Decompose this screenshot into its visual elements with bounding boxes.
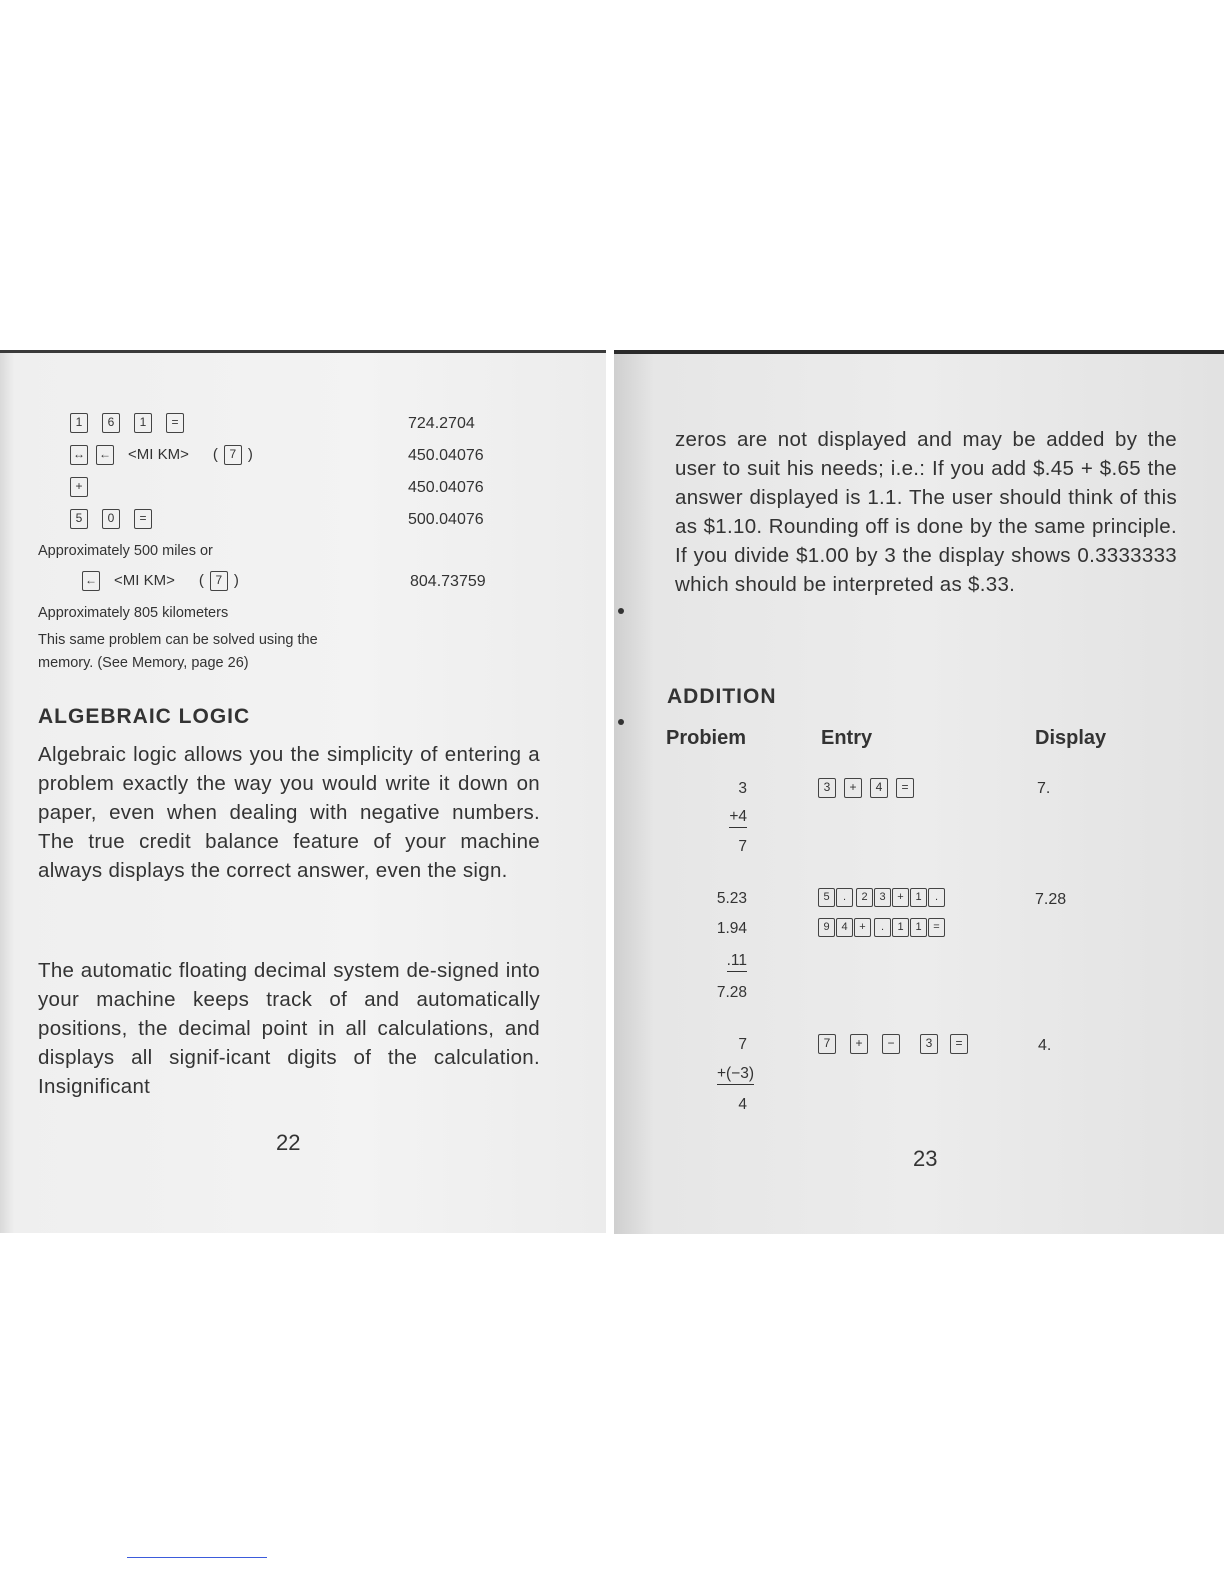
problem-line: 3 (738, 780, 747, 797)
key-backspace-icon: ← (82, 571, 100, 591)
key-minus: − (882, 1034, 900, 1054)
note-memory-line-1: This same problem can be solved using the (38, 632, 318, 648)
key-decimal: . (928, 888, 945, 907)
page-number: 22 (276, 1130, 301, 1155)
key-backspace-icon: ← (96, 445, 114, 465)
problem-line: +4 (667, 808, 747, 826)
section-heading-algebraic-logic: ALGEBRAIC LOGIC (38, 705, 251, 728)
column-header-entry: Entry (821, 727, 873, 749)
key-3: 3 (920, 1034, 938, 1054)
binding-hole-mark (618, 608, 624, 614)
key-5: 5 (818, 888, 835, 907)
problem-line: 5.23 (716, 890, 747, 907)
paragraph-floating-decimal: The automatic floating decimal system de-signed into your machine keeps track of and automatically positions, the decimal point in all calculations, and displays all signif-icant digits of the calculation. Insignificant (38, 959, 540, 1098)
display-value: 450.04076 (408, 447, 484, 464)
problem-line: 1.94 (716, 920, 747, 937)
key-sequence-row-2 (70, 445, 259, 465)
note-memory-line-2: memory. (See Memory, page 26) (38, 655, 249, 671)
note-approx-km: Approximately 805 kilometers (38, 605, 229, 621)
key-0: 0 (102, 509, 120, 529)
entry-key-sequence (818, 918, 948, 937)
key-3: 3 (818, 778, 836, 798)
display-value: 500.04076 (408, 511, 484, 528)
key-plus: + (892, 888, 909, 907)
column-header-display: Display (1035, 727, 1107, 749)
key-equals: = (134, 509, 152, 529)
section-heading-addition: ADDITION (667, 685, 777, 708)
key-decimal: . (836, 888, 853, 907)
key-7: 7 (818, 1034, 836, 1054)
column-header-problem: Probiem (666, 727, 747, 749)
key-sequence-row-3 (70, 477, 102, 497)
key-9: 9 (818, 918, 835, 937)
key-exchange-icon: ↔ (70, 445, 88, 465)
display-value: 4. (1038, 1037, 1052, 1054)
binding-hole-mark (618, 719, 624, 725)
key-6: 6 (102, 413, 120, 433)
key-4: 4 (836, 918, 853, 937)
key-equals: = (928, 918, 945, 937)
key-sequence-row-1 (70, 413, 198, 433)
key-5: 5 (70, 509, 88, 529)
key-decimal: . (874, 918, 891, 937)
paragraph-algebraic-logic: Algebraic logic allows you the simplicity of entering a problem exactly the way you would write it down on paper, even when dealing with negative numbers. The true credit balance feature of your machine always displays the correct answer, even the sign. (38, 743, 540, 882)
note-approx-miles: Approximately 500 miles or (38, 543, 213, 559)
close-paren: ) (247, 445, 253, 463)
open-paren: ( (212, 445, 218, 463)
display-value: 450.04076 (408, 479, 484, 496)
problem-line: +(−3) (674, 1065, 754, 1083)
key-1: 1 (910, 918, 927, 937)
display-value: 7. (1037, 780, 1051, 797)
key-plus: + (70, 477, 88, 497)
conversion-label: <MI KM> (128, 445, 189, 463)
problem-result: 7 (738, 838, 747, 855)
key-7: 7 (224, 445, 242, 465)
key-7: 7 (210, 571, 228, 591)
conversion-label: <MI KM> (114, 571, 175, 589)
key-equals: = (166, 413, 184, 433)
display-value: 7.28 (1035, 891, 1067, 908)
page-22 (0, 350, 606, 1233)
key-equals: = (896, 778, 914, 798)
key-equals: = (950, 1034, 968, 1054)
page-23 (614, 350, 1224, 1234)
key-sequence-row-4 (70, 509, 166, 529)
footer-rule (127, 1557, 267, 1558)
paragraph-insignificant-zeros: zeros are not displayed and may be added by the user to suit his needs; i.e.: If you add $.45 + $.65 the answer displayed is 1.1. The user should think of this as $1.10. Rounding off is done by the same principle. If you divide $1.00 by 3 the display shows 0.3333333 which should be interpreted as $.33. (675, 428, 1177, 596)
key-1: 1 (910, 888, 927, 907)
close-paren: ) (233, 571, 239, 589)
entry-key-sequence (818, 1034, 982, 1054)
problem-result: 7.28 (716, 984, 747, 1001)
key-plus: + (850, 1034, 868, 1054)
problem-line: .11 (667, 952, 747, 970)
display-value: 724.2704 (408, 415, 475, 432)
key-1: 1 (70, 413, 88, 433)
open-paren: ( (198, 571, 204, 589)
key-plus: + (844, 778, 862, 798)
entry-key-sequence (818, 778, 928, 798)
entry-key-sequence (818, 888, 948, 907)
key-plus: + (854, 918, 871, 937)
key-4: 4 (870, 778, 888, 798)
display-value: 804.73759 (410, 573, 486, 590)
problem-line: 7 (738, 1036, 747, 1053)
key-1: 1 (892, 918, 909, 937)
page-number: 23 (913, 1146, 938, 1171)
key-1: 1 (134, 413, 152, 433)
booklet-spread (0, 350, 1224, 1230)
key-2: 2 (856, 888, 873, 907)
problem-result: 4 (738, 1096, 747, 1113)
key-3: 3 (874, 888, 891, 907)
key-sequence-row-5 (82, 571, 245, 591)
